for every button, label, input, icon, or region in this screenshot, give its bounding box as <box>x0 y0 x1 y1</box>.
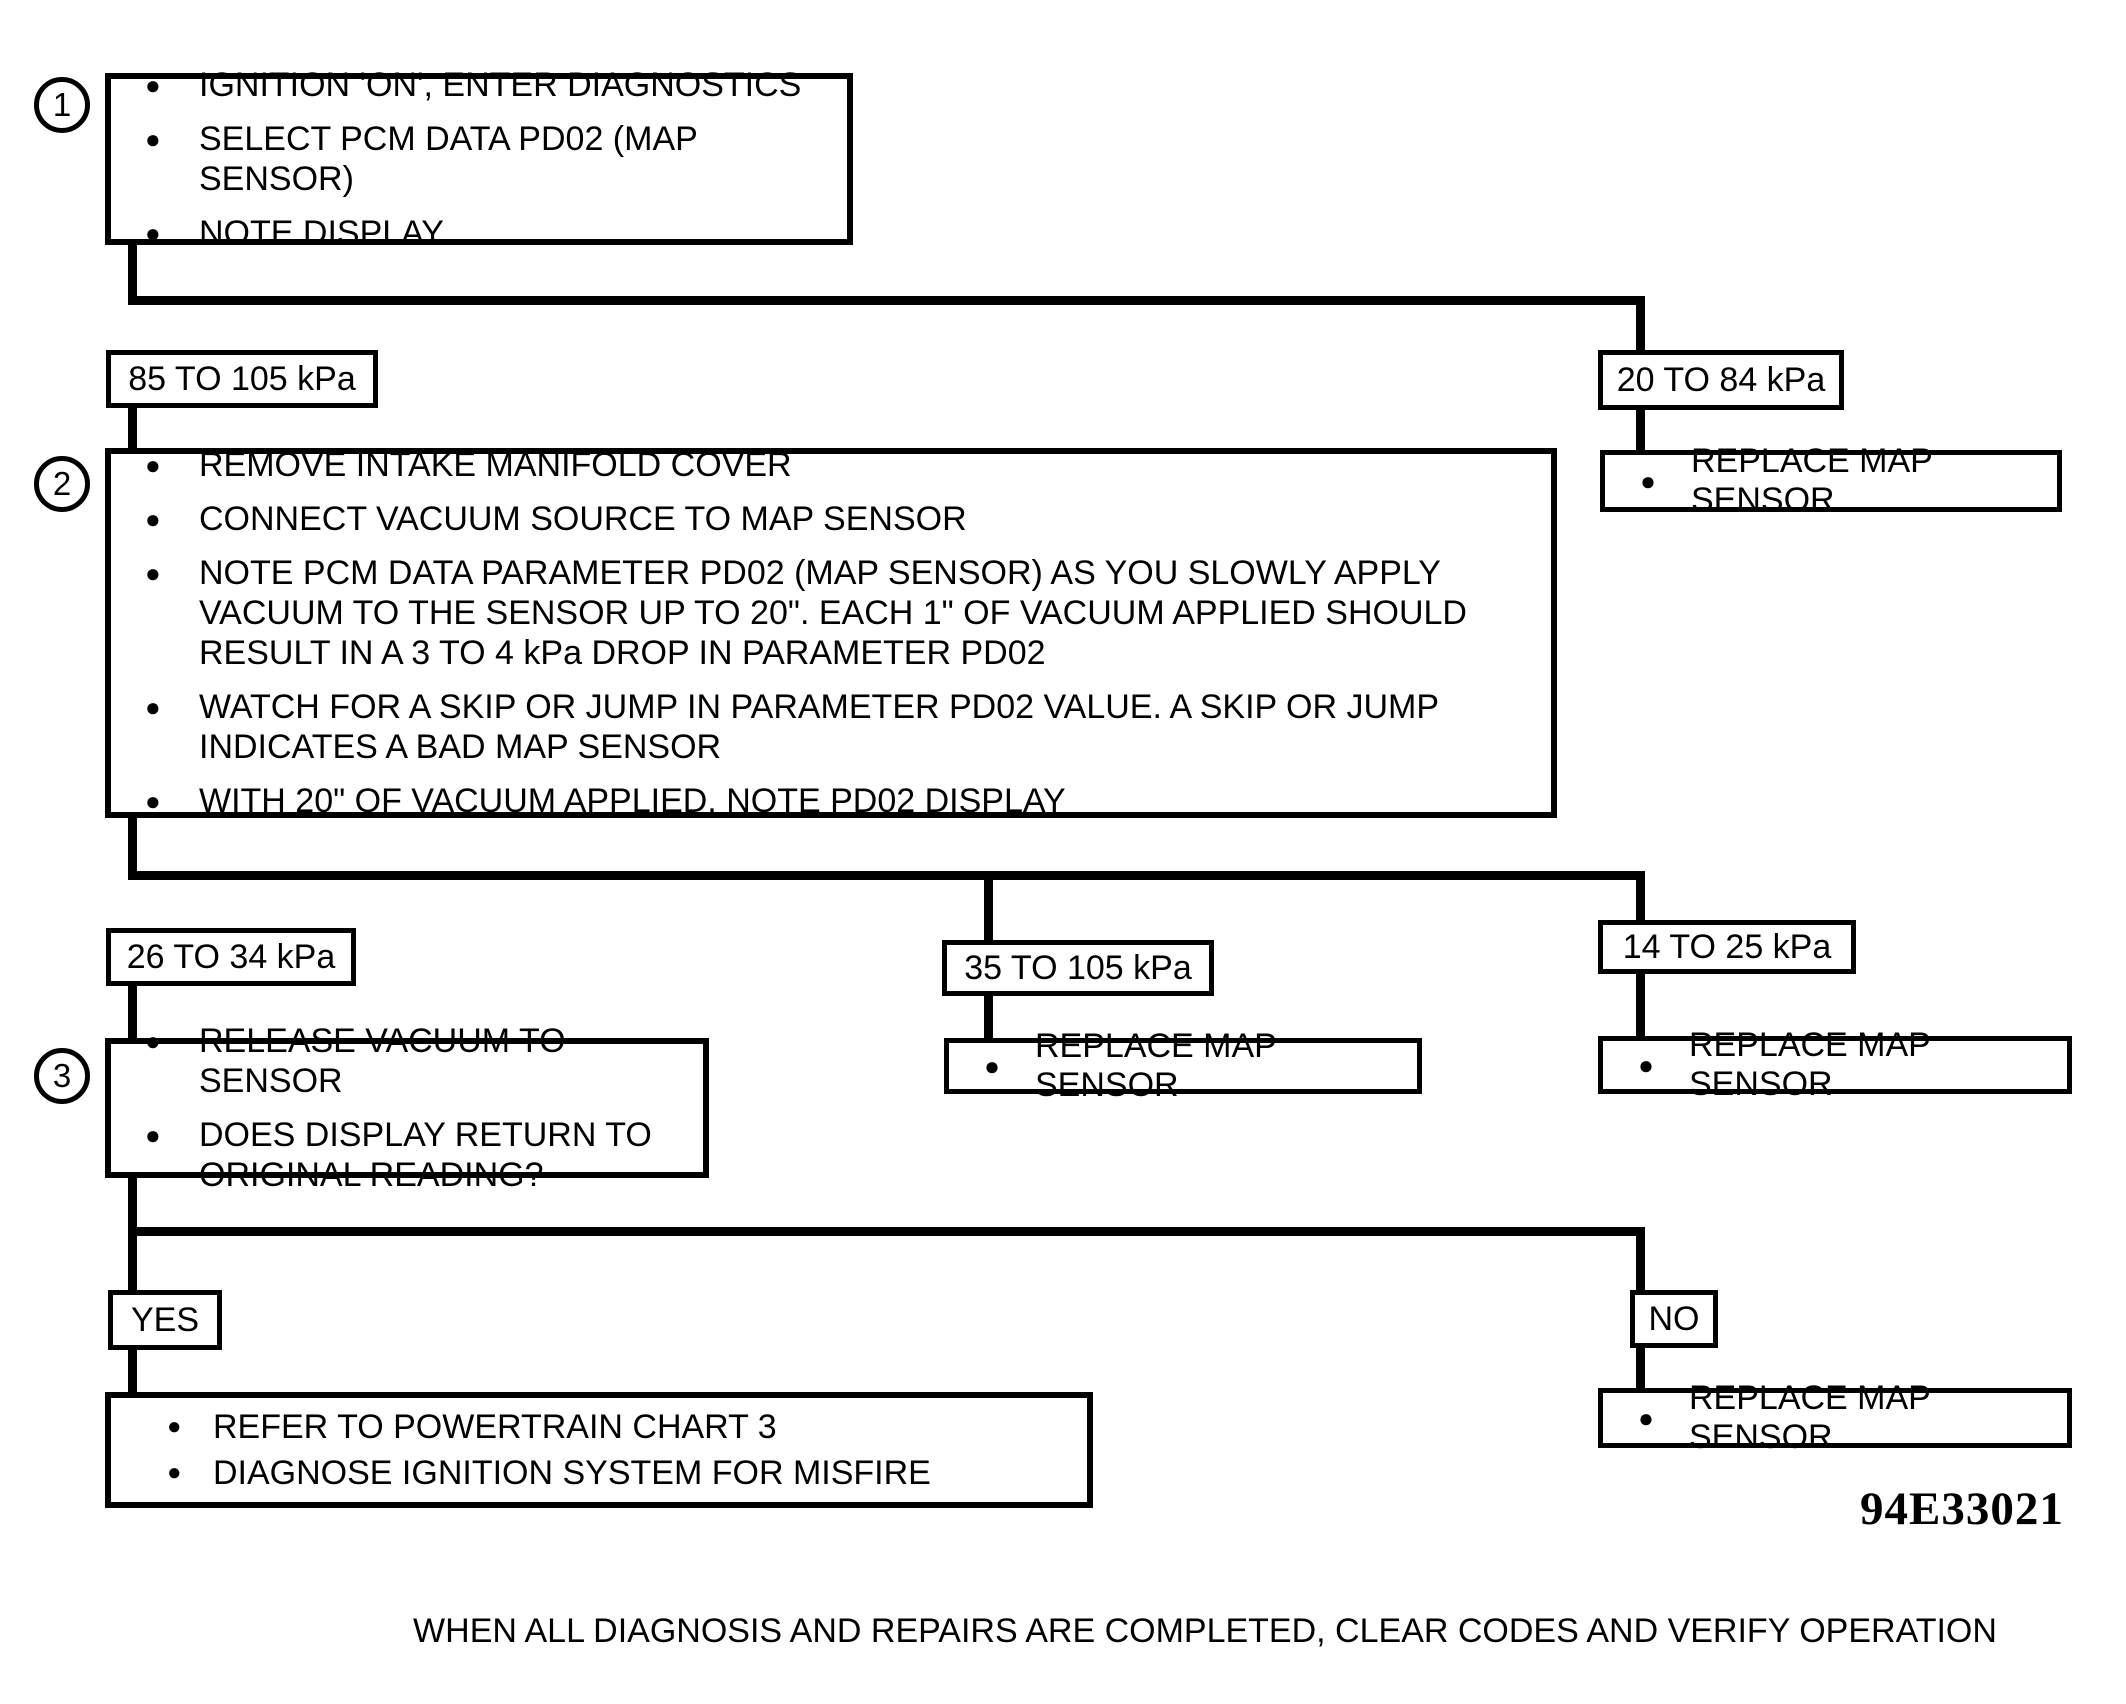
outcome-yes-box <box>105 1392 1093 1508</box>
connector-line <box>128 1348 137 1394</box>
step-1-number <box>34 77 90 133</box>
branch-label: 26 TO 34 kPa <box>126 937 336 976</box>
figure-code: 94E33021 <box>1860 1483 2064 1535</box>
action-label: REPLACE MAP SENSOR <box>1689 1379 1931 1456</box>
connector-line <box>128 871 1645 880</box>
bullet-icon: ● <box>145 504 161 534</box>
connector-line <box>1636 296 1645 356</box>
bullet-text: WITH 20" OF VACUUM APPLIED, NOTE PD02 DISPLAY <box>199 782 1066 820</box>
list-item <box>137 213 829 253</box>
branch-35-105-kpa <box>942 940 1214 996</box>
branch-14-25-kpa <box>1598 920 1856 974</box>
bullet-icon: ● <box>145 124 161 154</box>
step-3-box <box>105 1022 709 1194</box>
bullet-text: CONNECT VACUUM SOURCE TO MAP SENSOR <box>199 500 967 538</box>
bullet-icon: ● <box>1640 465 1656 496</box>
step-number-label: 1 <box>52 86 72 123</box>
list-item <box>137 499 1533 539</box>
bullet-icon: ● <box>145 692 161 722</box>
connector-line <box>1636 1227 1645 1293</box>
step-3-bullet-list <box>111 1022 703 1194</box>
connector-line <box>1636 406 1645 454</box>
action-label: REPLACE MAP SENSOR <box>1689 1026 1931 1103</box>
bullet-icon: ● <box>1638 1049 1654 1080</box>
step-2-number <box>34 456 90 512</box>
bullet-icon: ● <box>145 786 161 816</box>
step-number-label: 3 <box>52 1057 72 1094</box>
bullet-text: RELEASE VACUUM TO SENSOR <box>199 1022 566 1100</box>
bullet-text: NOTE PCM DATA PARAMETER PD02 (MAP SENSOR) AS YOU SLOWLY APPLY VACUUM TO THE SENSOR UP TO 20". EACH 1" OF VACUUM APPLIED SHOULD RESULT IN A 3 TO 4 kPa DROP IN PARAMETER PD02 <box>199 554 1467 672</box>
list-item <box>137 687 1533 767</box>
connector-line <box>1636 972 1645 1040</box>
step-3-number <box>34 1048 90 1104</box>
branch-85-105-kpa <box>106 350 378 408</box>
list-item <box>137 445 1533 485</box>
branch-20-84-kpa <box>1598 350 1844 410</box>
outcome-yes-bullet-list <box>111 1398 1087 1502</box>
step-1-box <box>105 66 853 252</box>
action-label: REPLACE MAP SENSOR <box>1691 442 1933 519</box>
bullet-text: SELECT PCM DATA PD02 (MAP SENSOR) <box>199 120 698 198</box>
connector-line <box>128 982 137 1042</box>
bullet-icon: ● <box>167 1413 182 1440</box>
list-item <box>167 1407 1069 1447</box>
branch-label: 85 TO 105 kPa <box>128 359 356 398</box>
bullet-text: DIAGNOSE IGNITION SYSTEM FOR MISFIRE <box>213 1454 931 1492</box>
footer-note: WHEN ALL DIAGNOSIS AND REPAIRS ARE COMPLETED, CLEAR CODES AND VERIFY OPERATION <box>413 1612 1997 1650</box>
bullet-icon: ● <box>145 450 161 480</box>
branch-label: 14 TO 25 kPa <box>1622 927 1832 966</box>
bullet-icon: ● <box>145 218 161 248</box>
connector-line <box>128 1234 137 1292</box>
action-replace-map-sensor <box>1598 1379 2072 1456</box>
bullet-icon: ● <box>145 558 161 588</box>
bullet-text: REMOVE INTAKE MANIFOLD COVER <box>199 446 792 484</box>
connector-line <box>128 296 1645 305</box>
branch-label: NO <box>1648 1299 1700 1338</box>
bullet-icon: ● <box>984 1050 1000 1081</box>
bullet-icon: ● <box>145 1120 161 1150</box>
list-item <box>137 1115 685 1195</box>
branch-label: 35 TO 105 kPa <box>964 948 1192 987</box>
branch-label: 20 TO 84 kPa <box>1616 360 1826 399</box>
bullet-icon: ● <box>1638 1402 1654 1433</box>
bullet-text: REFER TO POWERTRAIN CHART 3 <box>213 1408 777 1446</box>
connector-line <box>1636 1346 1645 1390</box>
step-number-label: 2 <box>52 465 72 502</box>
connector-line <box>128 1227 1645 1236</box>
branch-26-34-kpa <box>106 928 356 986</box>
list-item <box>167 1453 1069 1493</box>
list-item <box>137 781 1533 821</box>
action-label: REPLACE MAP SENSOR <box>1035 1027 1277 1104</box>
bullet-text: DOES DISPLAY RETURN TO ORIGINAL READING? <box>199 1116 652 1194</box>
branch-label: YES <box>130 1300 200 1339</box>
connector-line <box>128 404 137 452</box>
list-item <box>137 1021 685 1101</box>
branch-no <box>1630 1290 1718 1348</box>
list-item <box>137 553 1533 673</box>
step-2-box <box>105 448 1557 818</box>
bullet-text: WATCH FOR A SKIP OR JUMP IN PARAMETER PD02 VALUE. A SKIP OR JUMP INDICATES A BAD MAP SENSOR <box>199 688 1439 766</box>
bullet-icon: ● <box>167 1459 182 1486</box>
bullet-icon: ● <box>145 1026 161 1056</box>
bullet-icon: ● <box>145 70 161 100</box>
branch-yes <box>108 1290 222 1350</box>
action-replace-map-sensor <box>1600 442 2062 519</box>
connector-line <box>984 871 993 946</box>
list-item <box>137 65 829 105</box>
step-1-bullet-list <box>111 66 847 252</box>
bullet-text: NOTE DISPLAY <box>199 214 444 252</box>
bullet-text: IGNITION 'ON', ENTER DIAGNOSTICS <box>199 66 802 104</box>
connector-line <box>128 1174 137 1234</box>
connector-line <box>984 994 993 1042</box>
list-item <box>137 119 829 199</box>
action-replace-map-sensor <box>944 1027 1422 1104</box>
step-2-bullet-list <box>111 446 1551 820</box>
action-replace-map-sensor <box>1598 1026 2072 1103</box>
